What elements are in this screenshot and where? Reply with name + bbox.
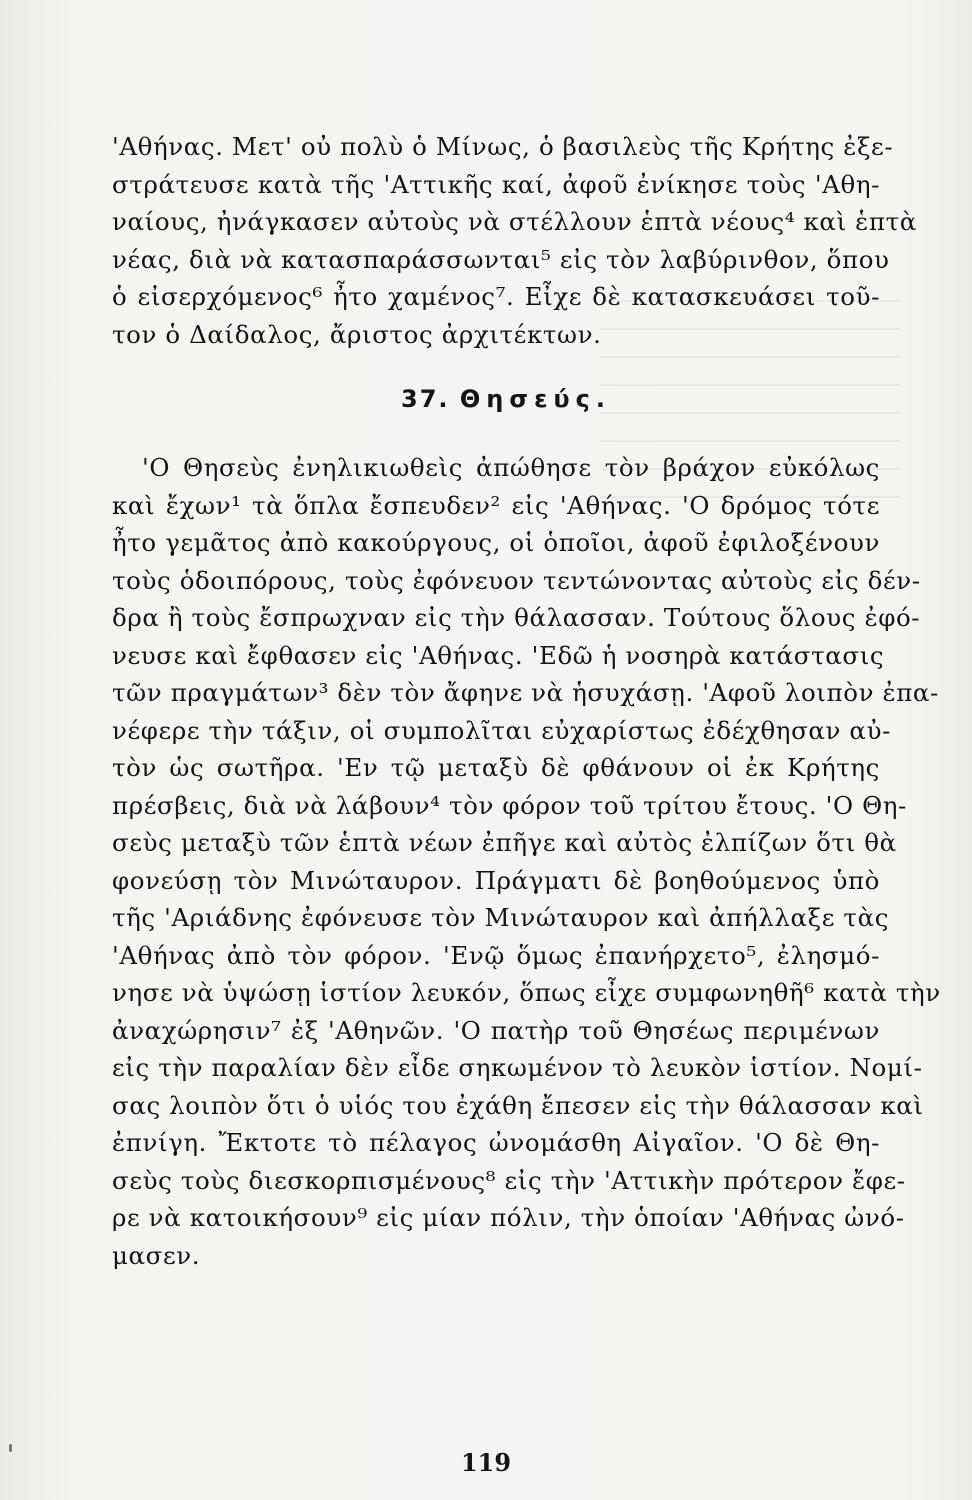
section-number: 37. bbox=[401, 385, 450, 413]
text-line: ρε νὰ κατοικήσουν⁹ εἰς μίαν πόλιν, τὴν ὁποίαν 'Αθήνας ὠνό- bbox=[112, 1203, 905, 1232]
text-line: νέφερε τὴν τάξιν, οἱ συμπολῖται εὐχαρίστως ἐδέχθησαν αὐ- bbox=[112, 715, 891, 745]
text-line: στράτευσε κατὰ τῆς 'Αττικῆς καί, ἀφοῦ ἐνίκησε τοὺς 'Αθη- bbox=[112, 169, 880, 199]
text-line: ἦτο γεμᾶτος ἀπὸ κακούργους, οἱ ὁποῖοι, ἀφοῦ ἐφιλοξένουν bbox=[112, 528, 880, 557]
text-line: 'Ο Θησεὺς ἐνηλικιωθεὶς ἀπώθησε τὸν βράχον εὐκόλως bbox=[142, 453, 880, 482]
text-line: ἐπνίγη. Ἔκτοτε τὸ πέλαγος ὠνομάσθη Αἰγαῖον. 'Ο δὲ Θη- bbox=[112, 1128, 880, 1157]
text-line: νευσε καὶ ἔφθασεν εἰς 'Αθήνας. 'Εδῶ ἡ νοσηρὰ κατάστασις bbox=[112, 640, 885, 670]
text-line: τοὺς ὁδοιπόρους, τοὺς ἐφόνευον τεντώνοντας αὐτοὺς εἰς δέν- bbox=[112, 565, 921, 595]
text-line: τῆς 'Αριάδνης ἐφόνευσε τὸν Μινώταυρον καὶ ἀπήλλαξε τὰς bbox=[112, 903, 890, 932]
text-line: ὁ εἰσερχόμενος⁶ ἦτο χαμένος⁷. Εἶχε δὲ κατασκευάσει τοῦ- bbox=[112, 282, 880, 311]
text-line: νέας, διὰ νὰ κατασπαράσσωνται⁵ εἰς τὸν λαβύρινθον, ὅπου bbox=[112, 244, 890, 274]
text-line: καὶ ἔχων¹ τὰ ὅπλα ἔσπευδεν² εἰς 'Αθήνας. 'Ο δρόμος τότε bbox=[112, 490, 880, 520]
text-line: σεὺς τοὺς διεσκορπισμένους⁸ εἰς τὴν 'Αττικὴν πρότερον ἔφε- bbox=[112, 1165, 906, 1195]
text-line: μασεν. bbox=[112, 1240, 201, 1270]
text-line: τῶν πραγμάτων³ δὲν τὸν ἄφηνε νὰ ἡσυχάσῃ. 'Αφοῦ λοιπὸν ἐπα- bbox=[112, 678, 939, 707]
text-line: 'Αθήνας ἀπὸ τὸν φόρον. 'Ενῷ ὅμως ἐπανήρχετο⁵, ἐλησμό- bbox=[112, 940, 880, 970]
paragraph-previous-section bbox=[112, 128, 917, 353]
body-text bbox=[112, 128, 941, 1274]
text-line: εἰς τὴν παραλίαν δὲν εἶδε σηκωμένον τὸ λευκὸν ἱστίον. Νομί- bbox=[112, 1053, 923, 1082]
paragraph-theseus bbox=[112, 449, 941, 1274]
text-line: τον ὁ Δαίδαλος, ἄριστος ἀρχιτέκτων. bbox=[112, 319, 602, 349]
text-line: ἀναχώρησιν⁷ ἐξ 'Αθηνῶν. 'Ο πατὴρ τοῦ Θησέως περιμένων bbox=[112, 1015, 880, 1045]
page-number: 119 bbox=[460, 1448, 512, 1477]
text-line: ναίους, ἠνάγκασεν αὐτοὺς νὰ στέλλουν ἑπτὰ νέους⁴ καὶ ἑπτὰ bbox=[112, 207, 917, 236]
text-line: φονεύσῃ τὸν Μινώταυρον. Πράγματι δὲ βοηθούμενος ὑπὸ bbox=[112, 865, 880, 895]
text-line: νησε νὰ ὑψώσῃ ἱστίον λευκόν, ὅπως εἶχε συμφωνηθῆ⁶ κατὰ τὴν bbox=[112, 978, 941, 1007]
text-line: τὸν ὡς σωτῆρα. 'Εν τῷ μεταξὺ δὲ φθάνουν οἱ ἐκ Κρήτης bbox=[112, 753, 880, 782]
text-line: σας λοιπὸν ὅτι ὁ υἱός του ἐχάθη ἔπεσεν εἰς τὴν θάλασσαν καὶ bbox=[112, 1090, 924, 1120]
section-title: Θησεύς. bbox=[459, 385, 611, 413]
text-line: σεὺς μεταξὺ τῶν ἑπτὰ νέων ἐπῆγε καὶ αὐτὸς ἐλπίζων ὅτι θὰ bbox=[112, 828, 897, 857]
text-line: πρέσβεις, διὰ νὰ λάβουν⁴ τὸν φόρον τοῦ τρίτου ἔτους. 'Ο Θη- bbox=[112, 790, 907, 820]
section-heading bbox=[132, 353, 880, 449]
text-line: δρα ἢ τοὺς ἔσπρωχναν εἰς τὴν θάλασσαν. Τούτους ὅλους ἐφό- bbox=[112, 603, 921, 632]
text-line: 'Αθήνας. Μετ' οὐ πολὺ ὁ Μίνως, ὁ βασιλεὺς τῆς Κρήτης ἐξε- bbox=[112, 132, 894, 161]
